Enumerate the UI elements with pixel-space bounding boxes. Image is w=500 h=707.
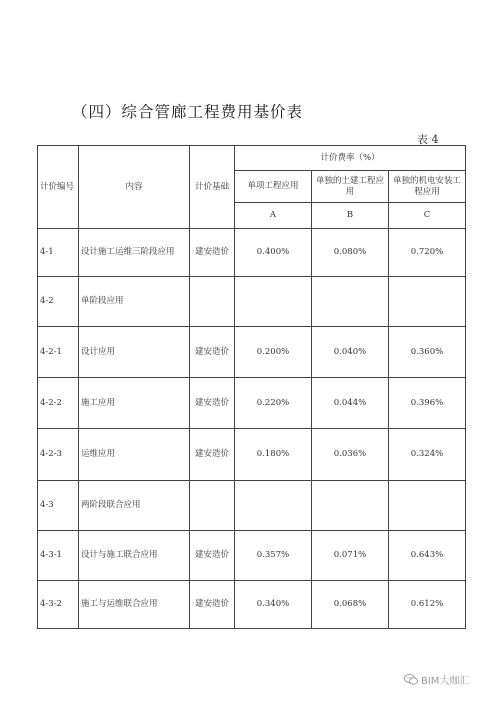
table-row <box>38 277 466 327</box>
page-title: （四）综合管廊工程费用基价表 <box>72 103 304 121</box>
table-row <box>38 327 466 378</box>
row-content: 设计与施工联合应用 <box>79 531 190 581</box>
table-row <box>38 229 466 277</box>
table-row <box>38 481 466 531</box>
row-rate-a: 0.200% <box>235 327 312 378</box>
row-code: 4-3 <box>38 481 79 531</box>
row-rate-c: 0.396% <box>389 378 466 429</box>
row-rate-b: 0.071% <box>312 531 389 581</box>
row-content: 运维应用 <box>79 429 190 481</box>
header-col-a: 单项工程应用 <box>235 171 312 203</box>
row-rate-a: 0.220% <box>235 378 312 429</box>
row-rate-b: 0.044% <box>312 378 389 429</box>
table-number: 表 4 <box>417 133 439 146</box>
row-code: 4-2-3 <box>38 429 79 481</box>
row-rate-c <box>389 277 466 327</box>
fee-table <box>37 145 466 629</box>
row-content: 施工与运维联合应用 <box>79 581 190 629</box>
row-rate-b <box>312 481 389 531</box>
row-basis: 建安造价 <box>190 229 235 277</box>
row-code: 4-3-1 <box>38 531 79 581</box>
row-code: 4-1 <box>38 229 79 277</box>
header-col-b: 单独的土建工程应用 <box>312 171 389 203</box>
row-content: 单阶段应用 <box>79 277 190 327</box>
header-content: 内容 <box>79 146 190 229</box>
row-basis <box>190 481 235 531</box>
header-letter-b: B <box>312 203 389 229</box>
row-rate-b: 0.068% <box>312 581 389 629</box>
row-rate-c: 0.720% <box>389 229 466 277</box>
row-content: 施工应用 <box>79 378 190 429</box>
row-code: 4-2 <box>38 277 79 327</box>
row-basis: 建安造价 <box>190 378 235 429</box>
row-rate-c: 0.324% <box>389 429 466 481</box>
row-rate-c: 0.360% <box>389 327 466 378</box>
row-basis: 建安造价 <box>190 327 235 378</box>
header-basis: 计价基础 <box>190 146 235 229</box>
row-basis <box>190 277 235 327</box>
row-basis: 建安造价 <box>190 429 235 481</box>
watermark-text: BIM大咖汇 <box>421 676 470 687</box>
watermark <box>404 672 469 687</box>
row-rate-a <box>235 277 312 327</box>
row-content: 设计施工运维三阶段应用 <box>79 229 190 277</box>
row-code: 4-2-1 <box>38 327 79 378</box>
row-content: 两阶段联合应用 <box>79 481 190 531</box>
row-code: 4-2-2 <box>38 378 79 429</box>
row-rate-b: 0.036% <box>312 429 389 481</box>
row-rate-b <box>312 277 389 327</box>
row-basis: 建安造价 <box>190 531 235 581</box>
row-code: 4-3-2 <box>38 581 79 629</box>
header-code: 计价编号 <box>38 146 79 229</box>
table-row <box>38 581 466 629</box>
table-row <box>38 378 466 429</box>
row-rate-a: 0.180% <box>235 429 312 481</box>
header-letter-c: C <box>389 203 466 229</box>
row-rate-b: 0.040% <box>312 327 389 378</box>
row-basis: 建安造价 <box>190 581 235 629</box>
row-rate-c: 0.612% <box>389 581 466 629</box>
row-rate-c <box>389 481 466 531</box>
header-col-c: 单独的机电安装工程应用 <box>389 171 466 203</box>
row-rate-c: 0.643% <box>389 531 466 581</box>
table-row <box>38 531 466 581</box>
row-rate-a: 0.340% <box>235 581 312 629</box>
header-rate-group: 计价费率（%） <box>235 146 466 171</box>
row-rate-a: 0.357% <box>235 531 312 581</box>
row-rate-a: 0.400% <box>235 229 312 277</box>
header-letter-a: A <box>235 203 312 229</box>
table-row <box>38 429 466 481</box>
row-content: 设计应用 <box>79 327 190 378</box>
row-rate-a <box>235 481 312 531</box>
row-rate-b: 0.080% <box>312 229 389 277</box>
wechat-icon <box>404 674 418 685</box>
